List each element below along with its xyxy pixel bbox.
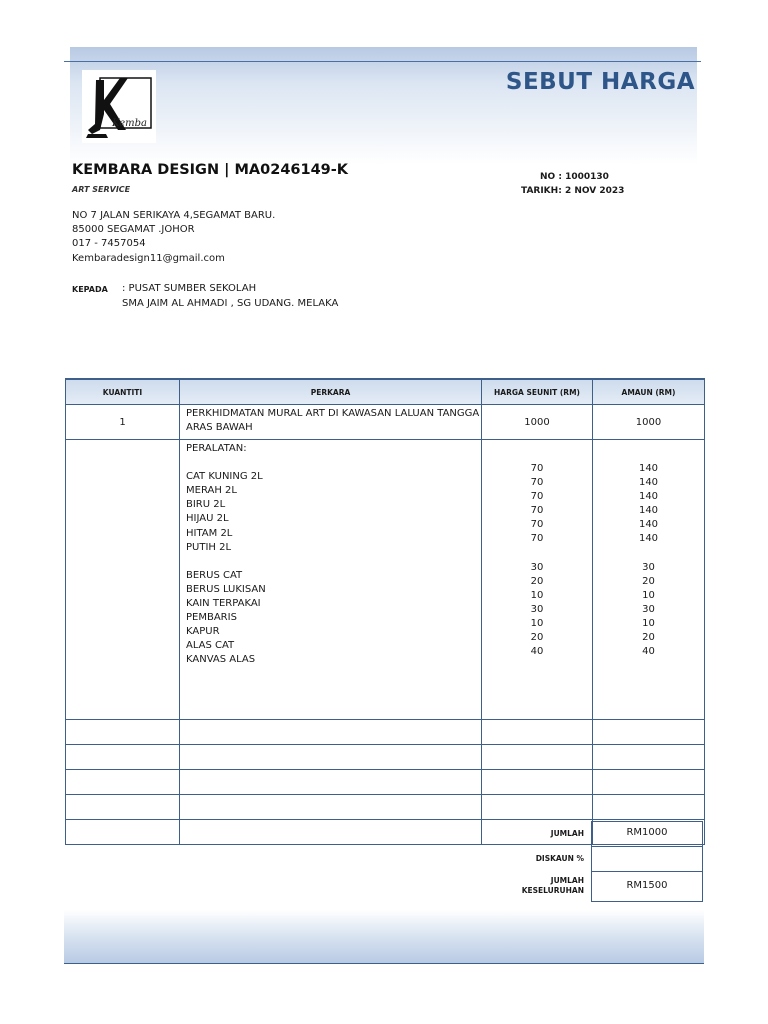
header-unit-price: HARGA SEUNIT (RM) (482, 379, 593, 405)
amount: 20 (642, 632, 655, 644)
table-header-row (66, 379, 705, 405)
row-quantity: 1 (66, 405, 180, 440)
amount: 140 (638, 491, 659, 503)
row-amount: 1000 (593, 405, 705, 440)
unit-price-list (482, 440, 593, 720)
amount: 10 (642, 589, 655, 601)
unit-price: 20 (530, 632, 544, 644)
row-unit-price: 1000 (482, 405, 593, 440)
quote-meta (521, 170, 624, 198)
company-subtitle: ART SERVICE (72, 185, 131, 194)
unit-price: 70 (530, 491, 544, 503)
company-logo (82, 70, 156, 143)
equipment-list (180, 440, 482, 720)
quote-date: 2 NOV 2023 (564, 186, 625, 196)
footer-band (64, 910, 704, 964)
unit-price: 70 (530, 505, 544, 517)
unit-price: 20 (530, 575, 544, 587)
items-table (65, 378, 705, 845)
list-item: HIJAU 2L (186, 513, 229, 525)
header-band (70, 47, 697, 165)
header-quantity: KUANTITI (66, 379, 180, 405)
recipient-line: : PUSAT SUMBER SEKOLAH (122, 283, 257, 294)
amount: 40 (642, 646, 655, 658)
address-line: NO 7 JALAN SERIKAYA 4,SEGAMAT BARU. (72, 210, 276, 221)
amount: 30 (642, 561, 655, 573)
list-item: HITAM 2L (186, 527, 233, 539)
phone-number: 017 - 7457054 (72, 238, 146, 250)
company-address (72, 209, 275, 266)
grand-total-value: RM1500 (591, 871, 703, 902)
header-amount: AMAUN (RM) (593, 379, 705, 405)
empty-row (66, 720, 705, 745)
date-label: TARIKH: (521, 186, 562, 196)
unit-price: 70 (530, 463, 544, 474)
list-item: PEMBARIS (186, 612, 237, 624)
list-item: BERUS LUKISAN (186, 583, 266, 595)
amount: 140 (638, 519, 659, 531)
list-item: MERAH 2L (186, 485, 237, 497)
amount-list (593, 440, 705, 720)
list-item: ALAS CAT (186, 640, 235, 652)
recipient (122, 282, 338, 311)
company-name: KEMBARA DESIGN | MA0246149-K (72, 162, 349, 178)
equipment-title: PERALATAN: (186, 443, 247, 454)
unit-price: 40 (530, 646, 544, 658)
quote-number: 1000130 (565, 172, 609, 182)
list-item: BERUS CAT (186, 569, 243, 581)
document-title: SEBUT HARGA (505, 69, 695, 95)
unit-price: 10 (530, 589, 544, 601)
empty-row (66, 795, 705, 820)
logo-text: Kemba (112, 118, 147, 129)
empty-row (66, 770, 705, 795)
amount: 140 (638, 533, 659, 545)
unit-price: 70 (530, 519, 544, 531)
subtotal-value: RM1000 (591, 821, 703, 847)
unit-price: 30 (530, 603, 544, 615)
amount: 140 (638, 505, 659, 517)
table-row (66, 440, 705, 720)
table-row (66, 405, 705, 440)
row-description: PERKHIDMATAN MURAL ART DI KAWASAN LALUAN TANGGA ARAS BAWAH (180, 405, 482, 440)
amount: 20 (642, 575, 655, 587)
header-rule (64, 61, 701, 62)
recipient-label: KEPADA (72, 285, 108, 294)
list-item: BIRU 2L (186, 499, 226, 511)
unit-price: 70 (530, 477, 544, 489)
discount-label: DISKAUN % (535, 854, 584, 863)
list-item: KAPUR (186, 626, 220, 638)
unit-price: 70 (530, 533, 544, 545)
header-item: PERKARA (180, 379, 482, 405)
empty-row (66, 745, 705, 770)
recipient-line: SMA JAIM AL AHMADI , SG UDANG. MELAKA (122, 297, 339, 309)
discount-value (591, 846, 703, 872)
amount: 10 (642, 618, 655, 630)
quote-number-label: NO : (540, 172, 562, 182)
amount: 140 (638, 463, 659, 474)
address-line: 85000 SEGAMAT .JOHOR (72, 224, 195, 236)
amount: 30 (642, 603, 655, 615)
list-item: PUTIH 2L (186, 541, 232, 553)
list-item: KAIN TERPAKAI (186, 598, 261, 610)
grand-total-label: JUMLAH KESELURUHAN (521, 876, 584, 895)
email-address: Kembaradesign11@gmail.com (72, 252, 225, 264)
row-quantity (66, 440, 180, 720)
amount: 140 (638, 477, 659, 489)
unit-price: 10 (530, 618, 544, 630)
footer-rule (64, 963, 704, 964)
list-item: CAT KUNING 2L (186, 471, 263, 483)
list-item: KANVAS ALAS (186, 654, 256, 666)
subtotal-label: JUMLAH (550, 829, 584, 838)
unit-price: 30 (530, 561, 544, 573)
